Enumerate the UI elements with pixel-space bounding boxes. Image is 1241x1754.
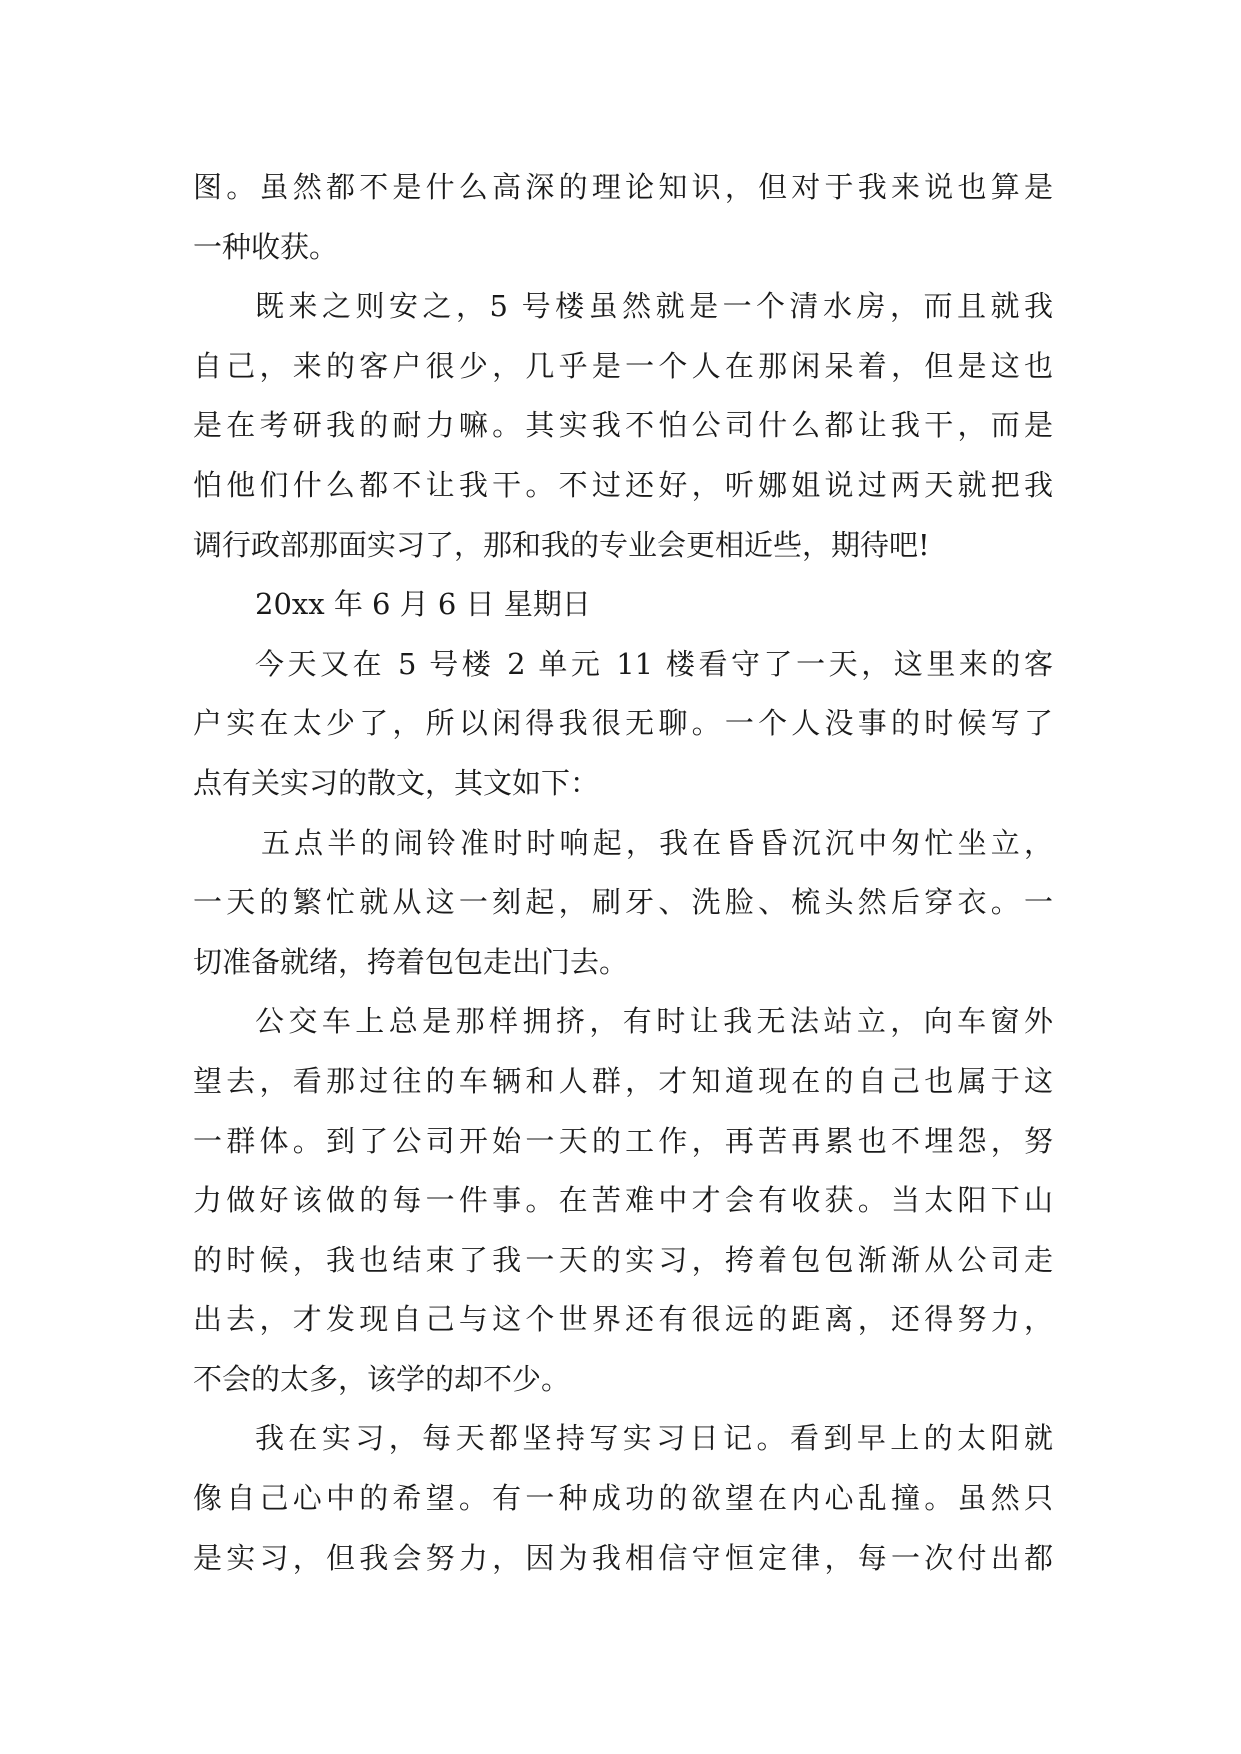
text-line: 是在考研我的耐力嘛。其实我不怕公司什么都让我干，而是 bbox=[193, 408, 1053, 443]
date-line: 20xx 年 6 月 6 日 星期日 bbox=[255, 587, 591, 622]
text-line: 一天的繁忙就从这一刻起，刷牙、洗脸、梳头然后穿衣。一 bbox=[193, 885, 1053, 920]
text-line: 是实习，但我会努力，因为我相信守恒定律，每一次付出都 bbox=[193, 1540, 1053, 1575]
diary-text bbox=[193, 158, 1053, 1588]
text-line: 出去，才发现自己与这个世界还有很远的距离，还得努力， bbox=[193, 1302, 1053, 1337]
text-line: 望去，看那过往的车辆和人群，才知道现在的自己也属于这 bbox=[193, 1063, 1053, 1098]
text-line: 一群体。到了公司开始一天的工作，再苦再累也不埋怨，努 bbox=[193, 1123, 1053, 1158]
text-line: 力做好该做的每一件事。在苦难中才会有收获。当太阳下山 bbox=[193, 1183, 1053, 1218]
text-line: 自己，来的客户很少，几乎是一个人在那闲呆着，但是这也 bbox=[193, 348, 1053, 383]
text-line: 的时候，我也结束了我一天的实习，挎着包包渐渐从公司走 bbox=[193, 1242, 1053, 1277]
text-line: 五点半的闹铃准时时响起，我在昏昏沉沉中匆忙坐立， bbox=[261, 825, 1053, 860]
text-line: 切准备就绪，挎着包包走出门去。 bbox=[193, 944, 629, 979]
text-line: 点有关实习的散文，其文如下： bbox=[193, 765, 600, 800]
text-line: 今天又在 5 号楼 2 单元 11 楼看守了一天，这里来的客 bbox=[255, 646, 1053, 681]
text-line: 既来之则安之，5 号楼虽然就是一个清水房，而且就我 bbox=[255, 289, 1053, 324]
text-line: 调行政部那面实习了，那和我的专业会更相近些，期待吧! bbox=[193, 527, 930, 562]
text-line: 一种收获。 bbox=[193, 229, 339, 264]
text-line: 我在实习，每天都坚持写实习日记。看到早上的太阳就 bbox=[255, 1421, 1053, 1456]
text-line: 户实在太少了，所以闲得我很无聊。一个人没事的时候写了 bbox=[193, 706, 1053, 741]
text-line: 公交车上总是那样拥挤，有时让我无法站立，向车窗外 bbox=[255, 1004, 1053, 1039]
text-line: 像自己心中的希望。有一种成功的欲望在内心乱撞。虽然只 bbox=[193, 1481, 1053, 1516]
text-line: 怕他们什么都不让我干。不过还好，听娜姐说过两天就把我 bbox=[193, 467, 1053, 502]
text-line: 不会的太多，该学的却不少。 bbox=[193, 1361, 571, 1396]
text-line: 图。虽然都不是什么高深的理论知识，但对于我来说也算是 bbox=[193, 170, 1053, 204]
